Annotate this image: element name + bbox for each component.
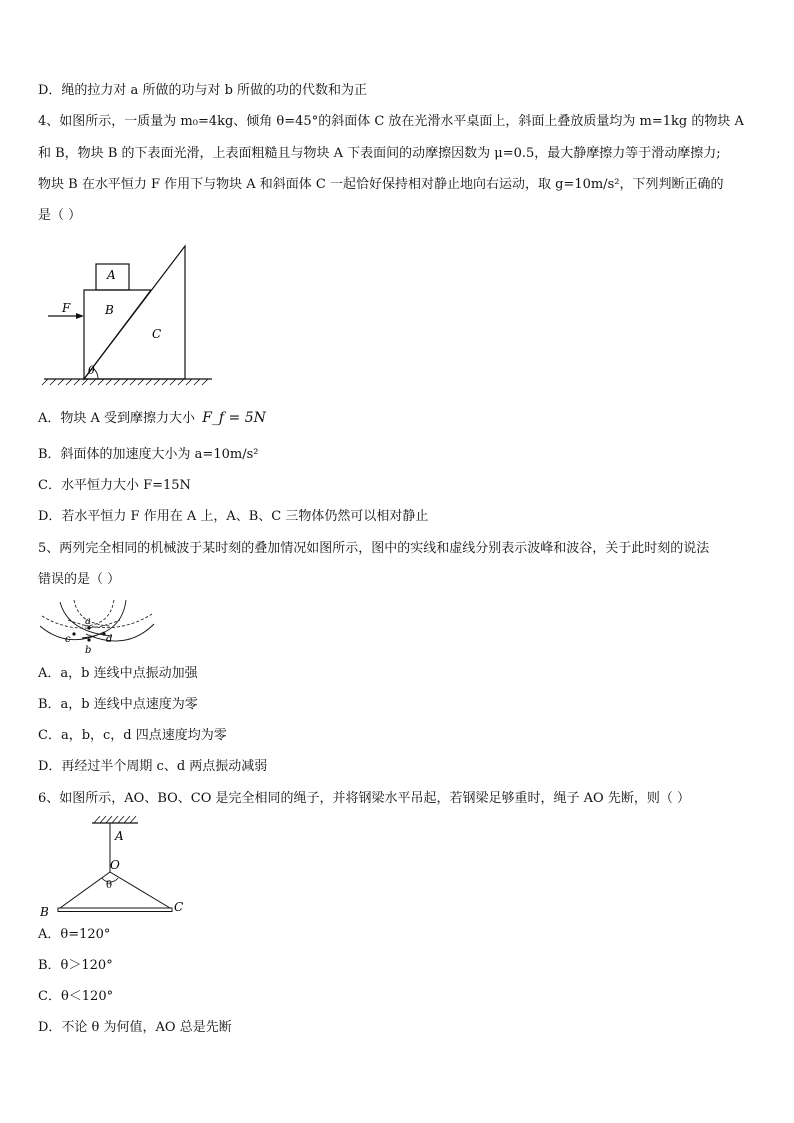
q4-stem-line-1: 4、如图所示，一质量为 m₀=4kg、倾角 θ=45°的斜面体 C 放在光滑水平桌面上，斜面上叠放质量均为 m=1kg 的物块 A [38,114,744,129]
rope-oc [110,872,170,908]
label-c: C [152,327,162,341]
q4-incline-figure [40,240,220,390]
q5-wave-figure [38,598,158,656]
q4-option-a [38,409,266,428]
label-theta: θ [88,364,95,377]
rope-ob [60,872,113,908]
q4-option-b: B．斜面体的加速度大小为 a=10m/s² [38,447,259,462]
q4-option-a-formula: F_f = 5N [202,410,266,426]
label-o: O [110,858,120,872]
point-b [87,638,90,641]
trough-2 [68,614,152,628]
label-b: b [85,645,92,656]
q6-stem-line-1: 6、如图所示，AO、BO、CO 是完全相同的绳子，并将钢梁水平吊起，若钢梁足够重时，绳子 AO 先断，则（ ） [38,791,690,806]
steel-beam [58,908,172,912]
q4-option-d: D．若水平恒力 F 作用在 A 上，A、B、C 三物体仍然可以相对静止 [38,509,429,524]
q5-option-a: A．a，b 连线中点振动加强 [38,666,198,681]
label-c: C [174,900,184,914]
label-a: A [107,268,116,282]
label-b: B [105,303,114,317]
trough-1 [42,616,120,628]
label-d: d [106,634,113,645]
ceiling-hatch [94,816,136,823]
q6-option-b: B．θ＞120° [38,958,113,973]
q6-option-c: C．θ＜120° [38,989,114,1004]
q6-beam-figure [36,812,196,920]
ground-hatch [42,379,208,385]
q3-option-d: D．绳的拉力对 a 所做的功与对 b 所做的功的代数和为正 [38,83,368,98]
q4-option-a-text: A．物块 A 受到摩擦力大小 [38,411,196,426]
q6-option-a: A．θ=120° [38,927,111,942]
q4-stem-line-3: 物块 B 在水平恒力 F 作用下与物块 A 和斜面体 C 一起恰好保持相对静止地向右运动，取 g=10m/s²，下列判断正确的 [38,177,724,192]
label-a: a [85,616,91,627]
point-c [72,632,75,635]
label-c: c [65,634,71,645]
label-theta: θ [106,880,113,891]
q4-stem-line-2: 和 B，物块 B 的下表面光滑，上表面粗糙且与物块 A 下表面间的动摩擦因数为 μ=0.5，最大静摩擦力等于滑动摩擦力; [38,146,721,161]
q6-option-d: D．不论 θ 为何值，AO 总是先断 [38,1020,232,1035]
q5-option-d: D．再经过半个周期 c、d 两点振动减弱 [38,759,268,774]
force-arrowhead [76,313,84,319]
q4-option-c: C．水平恒力大小 F=15N [38,478,191,493]
crest-2 [86,624,154,641]
q5-stem-line-2: 错误的是（ ） [38,572,121,587]
q5-stem-line-1: 5、两列完全相同的机械波于某时刻的叠加情况如图所示，图中的实线和虚线分别表示波峰和波谷，关于此时刻的说法 [38,541,710,556]
q4-stem-line-4: 是（ ） [38,208,82,223]
q5-option-b: B．a，b 连线中点速度为零 [38,697,198,712]
label-b: B [40,905,49,919]
label-a: A [115,829,124,843]
q5-option-c: C．a，b，c，d 四点速度均为零 [38,728,227,743]
label-f: F [62,301,71,315]
trough-3 [74,600,110,626]
